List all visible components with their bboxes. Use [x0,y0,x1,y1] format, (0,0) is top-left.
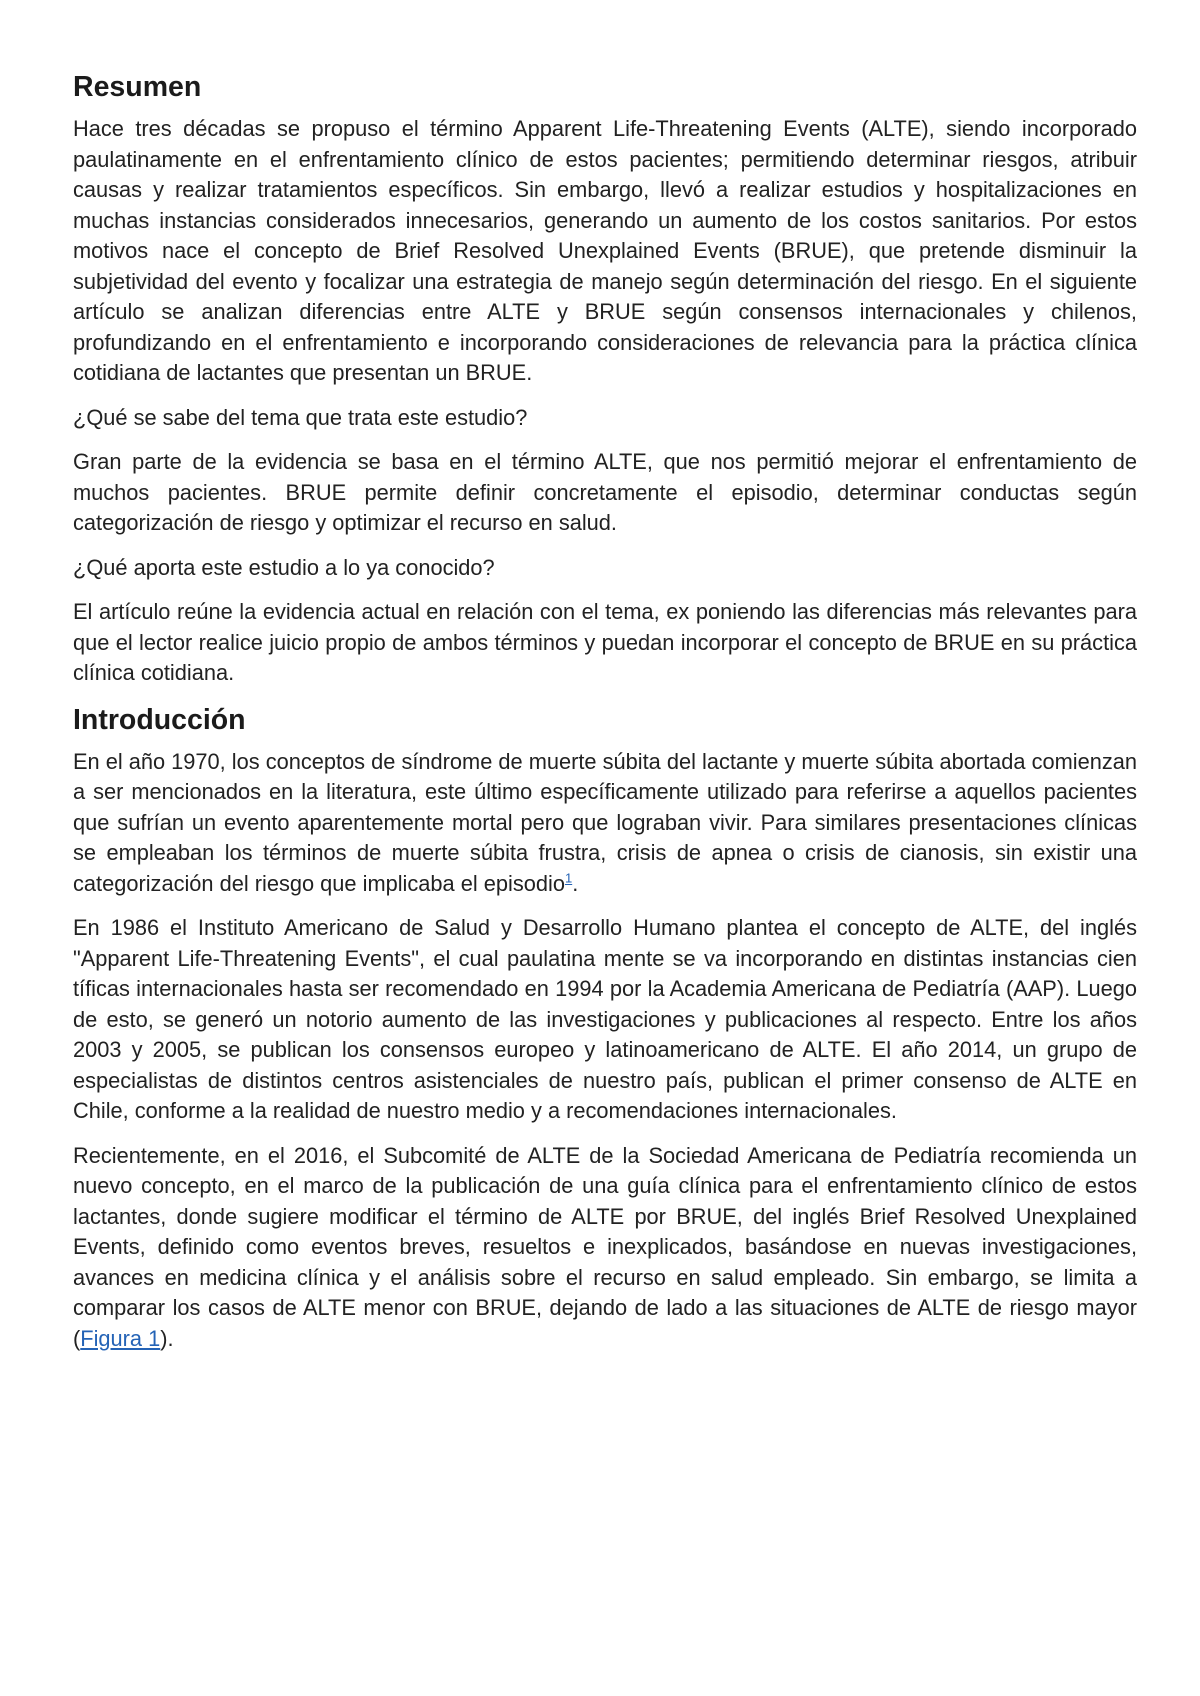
reference-1-link[interactable]: 1 [564,870,573,886]
abstract-question-contribution: ¿Qué aporta este estudio a lo ya conocido? [73,554,495,580]
abstract-answer-contribution: El artículo reúne la evidencia actual en relación con el tema, ex poniendo las diferencias más relevantes para que el lector realice juicio propio de ambos términos y puedan incorporar el concepto de BRUE en su práctica clínica cotidiana. [73,599,1137,686]
introduction-paragraph-3-end: ). [160,1325,174,1351]
introduction-paragraph-3 [73,1141,1137,1355]
abstract-heading: Resumen [73,71,202,103]
abstract-paragraph: Hace tres décadas se propuso el término Apparent Life-Threatening Events (ALTE), siendo incorporado paulatinamente en el enfrentamiento clínico de estos pacientes; permitiendo determinar riesgos, atribuir causas y realizar tratamientos específicos. Sin embargo, llevó a realizar estudios y hospitalizaciones en muchas instancias considerados innecesarios, generando un aumento de los costos sanitarios. Por estos motivos nace el concepto de Brief Resolved Unexplained Events (BRUE), que pretende disminuir la subjetividad del evento y focalizar una estrategia de manejo según determinación del riesgo. En el siguiente artículo se analizan diferencias entre ALTE y BRUE según consensos internacionales y chilenos, profundizando en el enfrentamiento e incorporando consideraciones de relevancia para la práctica clínica cotidiana de lactantes que presentan un BRUE. [73,116,1137,386]
article-body [73,70,1137,1368]
introduction-paragraph-3-text: Recientemente, en el 2016, el Subcomité de ALTE de la Sociedad Americana de Pediatría recomienda un nuevo concepto, en el marco de la publicación de una guía clínica para el enfrentamiento clínico de estos lactantes, donde sugiere modificar el término de ALTE por BRUE, del inglés Brief Resolved Unexplained Events, definido como eventos breves, resueltos e inexplicados, basándose en nuevas investigaciones, avances en medicina clínica y el análisis sobre el recurso en salud empleado. Sin embargo, se limita a comparar los casos de ALTE menor con BRUE, dejando de lado a las situaciones de ALTE de riesgo mayor ( [73,1142,1137,1351]
figure-1-link[interactable]: Figura 1 [80,1325,161,1351]
abstract-question-known: ¿Qué se sabe del tema que trata este estudio? [73,404,528,430]
introduction-paragraph-1-text: En el año 1970, los conceptos de síndrome de muerte súbita del lactante y muerte súbita abortada comienzan a ser mencionados en la literatura, este último específicamente utilizado para referirse a aquellos pacientes que sufrían un evento aparentemente mortal pero que lograban vivir. Para similares presentaciones clínicas se empleaban los términos de muerte súbita frustra, crisis de apnea o crisis de cianosis, sin existir una categorización del riesgo que implicaba el episodio [73,748,1137,896]
introduction-paragraph-1 [73,747,1137,900]
introduction-paragraph-1-end: . [572,870,579,896]
introduction-paragraph-2: En 1986 el Instituto Americano de Salud y Desarrollo Humano plantea el concepto de ALTE, del inglés "Apparent Life-Threatening Events", el cual paulatina mente se va incorporando en distintas instancias cien tíficas internacionales hasta ser recomendado en 1994 por la Academia Americana de Pediatría (AAP). Luego de esto, se generó un notorio aumento de las investigaciones y publicaciones al respecto. Entre los años 2003 y 2005, se publican los consensos europeo y latinoamericano de ALTE. El año 2014, un grupo de especialistas de distintos centros asistenciales de nuestro país, publican el primer consenso de ALTE en Chile, conforme a la realidad de nuestro medio y a recomendaciones internacionales. [73,915,1137,1124]
introduction-heading: Introducción [73,703,246,736]
abstract-answer-known: Gran parte de la evidencia se basa en el término ALTE, que nos permitió mejorar el enfrentamiento de muchos pacientes. BRUE permite definir concretamente el episodio, determinar conductas según categorización de riesgo y optimizar el recurso en salud. [73,449,1137,536]
